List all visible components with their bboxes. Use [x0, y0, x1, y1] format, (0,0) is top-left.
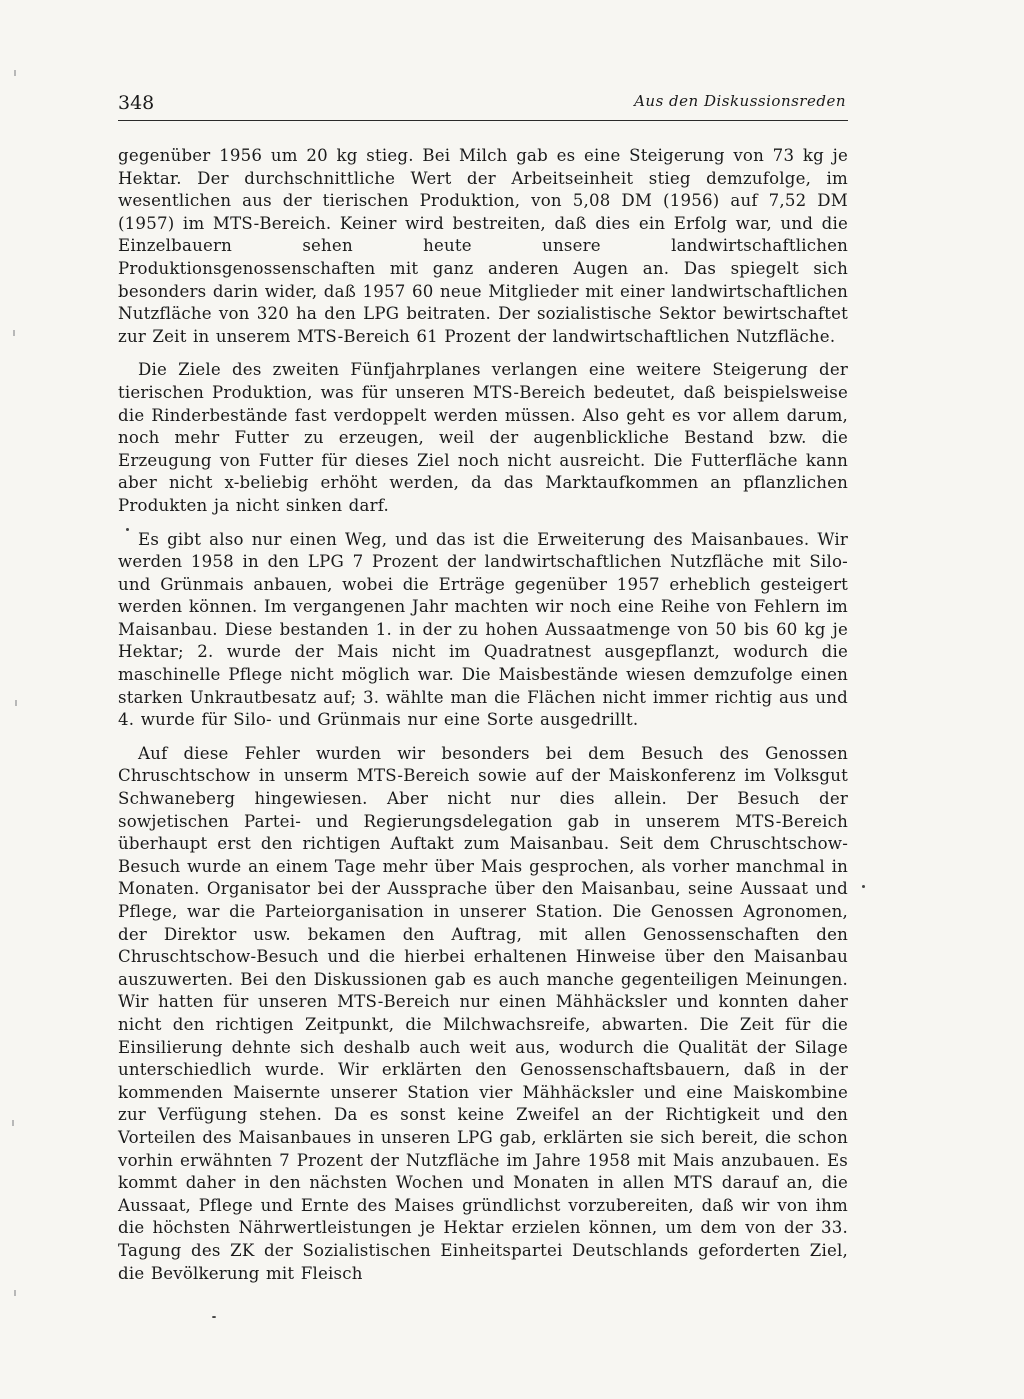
- paragraph-4: Auf diese Fehler wurden wir besonders bei dem Besuch des Genossen Chruschtschow in unserm MTS-Bereich sowie auf der Maiskonferenz im Volksgut Schwaneberg hingewiesen. Aber nicht nur dies allein. Der Besuch der sowjetischen Partei- und Regierungsdelegation gab in unserem MTS-Bereich überhaupt erst den richtigen Auftakt zum Maisanbau. Seit dem Chruschtschow-Besuch wurde an einem Tage mehr über Mais gesprochen, als vorher manchmal in Monaten. Organisator bei der Aussprache über den Maisanbau, seine Aussaat und Pflege, war die Parteiorganisation in unserer Station. Die Genossen Agronomen, der Direktor usw. bekamen den Auftrag, mit allen Genossenschaften den Chruschtschow-Besuch und die hierbei erhaltenen Hinweise über den Maisanbau auszuwerten. Bei den Diskussionen gab es auch manche gegenteiligen Meinungen. Wir hatten für unseren MTS-Bereich nur einen Mähhäcksler und konnten daher nicht den richtigen Zeitpunkt, die Milchwachsreife, abwarten. Die Zeit für die Einsilierung dehnte sich deshalb auch weit aus, wodurch die Qualität der Silage unterschiedlich wurde. Wir erklärten den Genossenschaftsbauern, daß in der kommenden Maisernte unserer Station vier Mähhäcksler und eine Maiskombine zur Verfügung stehen. Da es sonst keine Zweifel an der Richtigkeit und den Vorteilen des Maisanbaues in unseren LPG gab, erklärten sie sich bereit, die schon vorhin erwähnten 7 Prozent der Nutzfläche im Jahre 1958 mit Mais anzubauen. Es kommt daher in den nächsten Wochen und Monaten in allen MTS darauf an, die Aussaat, Pflege und Ernte des Maises gründlichst vorzubereiten, daß wir von ihm die höchsten Nährwertleistungen je Hektar erzielen können, um dem von der 33. Tagung des ZK der Sozialistischen Einheitspartei Deutschlands geforderten Ziel, die Bevölkerung mit Fleisch: [118, 743, 848, 1283]
- running-head: [118, 86, 848, 121]
- paragraph-2: Die Ziele des zweiten Fünfjahrplanes verlangen eine weitere Steigerung der tierischen Produktion, was für unseren MTS-Bereich bedeutet, daß beispielsweise die Rinderbestände fast verdoppelt werden müssen. Also geht es vor allem darum, noch mehr Futter zu erzeugen, weil der augenblickliche Bestand bzw. die Erzeugung von Futter für dieses Ziel noch nicht ausreicht. Die Futterfläche kann aber nicht x-beliebig erhöht werden, da das Marktaufkommen an pflanzlichen Produkten ja nicht sinken darf.: [118, 360, 848, 515]
- scan-edge-mark: [13, 330, 15, 336]
- scan-edge-mark: [15, 700, 17, 706]
- ink-speck: [862, 885, 865, 888]
- scan-edge-mark: [14, 1290, 16, 1296]
- paragraph-1: gegenüber 1956 um 20 kg stieg. Bei Milch gab es eine Steigerung von 73 kg je Hektar. Der durchschnittliche Wert der Arbeitseinheit stieg demzufolge, im wesentlichen aus der tierischen Produktion, von 5,08 DM (1956) auf 7,52 DM (1957) im MTS-Bereich. Keiner wird bestreiten, daß dies ein Erfolg war, und die Einzelbauern sehen heute unsere landwirtschaftlichen Produktionsgenossenschaften mit ganz anderen Augen an. Das spiegelt sich besonders darin wider, daß 1957 60 neue Mitglieder mit einer landwirtschaftlichen Nutzfläche von 320 ha den LPG beitraten. Der sozialistische Sektor bewirtschaftet zur Zeit in unserem MTS-Bereich 61 Prozent der landwirtschaftlichen Nutzfläche.: [118, 146, 848, 346]
- section-title: Aus den Diskussionsreden: [634, 92, 846, 110]
- page-number: 348: [118, 92, 155, 114]
- paragraph-3: Es gibt also nur einen Weg, und das ist die Erweiterung des Maisanbaues. Wir werden 1958 in den LPG 7 Prozent der landwirtschaftlichen Nutzfläche mit Silo- und Grünmais anbauen, wobei die Erträge gegenüber 1957 erheblich gesteigert werden können. Im vergangenen Jahr machten wir noch eine Reihe von Fehlern im Maisanbau. Diese bestanden 1. in der zu hohen Aussaatmenge von 50 bis 60 kg je Hektar; 2. wurde der Mais nicht im Quadratnest ausgepflanzt, wodurch die maschinelle Pflege nicht möglich war. Die Maisbestände wiesen demzufolge einen starken Unkrautbesatz auf; 3. wählte man die Flächen nicht immer richtig aus und 4. wurde für Silo- und Grünmais nur eine Sorte ausgedrillt.: [118, 529, 848, 730]
- scan-edge-mark: [14, 70, 16, 76]
- scan-edge-mark: [12, 1120, 14, 1126]
- ink-speck: [126, 528, 129, 531]
- ink-speck: [212, 1316, 216, 1318]
- body-text: [118, 145, 848, 1296]
